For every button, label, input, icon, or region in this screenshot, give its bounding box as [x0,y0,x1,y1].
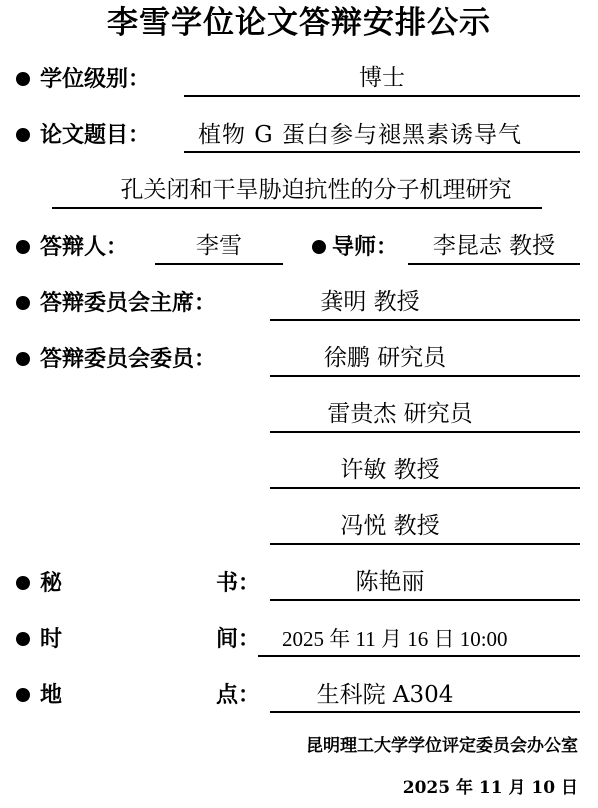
bullet-icon [16,632,30,646]
bullet-icon [16,352,30,366]
bullet-icon [16,128,30,142]
committee-underline [270,543,580,545]
chair-underline [270,319,580,321]
thesis-label: 论文题目： [40,122,151,148]
chair-value: 龚明 教授 [320,289,420,315]
secretary-underline [270,599,580,601]
bullet-icon [312,240,326,254]
chair-label: 答辩委员会主席： [40,290,217,316]
committee-member: 徐鹏 研究员 [323,345,447,371]
place-label-b: 点： [216,682,261,708]
thesis-underline-1 [184,151,580,153]
committee-underline [270,431,580,433]
committee-underline [270,375,580,377]
defender-value: 李雪 [196,233,242,259]
time-value: 2025 年 11 月 16 日 10:00 [282,627,508,651]
defender-underline [155,263,283,265]
thesis-value-line2: 孔关闭和干旱胁迫抗性的分子机理研究 [120,177,512,203]
defender-label: 答辩人： [40,234,129,260]
thesis-underline-2 [52,207,542,209]
degree-label: 学位级别： [40,66,151,92]
place-value: 生科院 A304 [316,682,454,708]
secretary-label-a: 秘 [40,570,63,596]
page-title: 李雪学位论文答辩安排公示 [107,5,491,41]
secretary-value: 陈艳丽 [355,569,425,595]
degree-value: 博士 [359,65,405,91]
place-label-a: 地 [40,682,63,708]
committee-member: 冯悦 教授 [340,513,440,539]
advisor-value: 李昆志 教授 [432,233,556,259]
issue-date: 2025 年 11 月 10 日 [402,778,578,798]
advisor-label: 导师： [332,234,399,260]
time-underline [258,655,580,657]
committee-member: 许敏 教授 [340,457,440,483]
bullet-icon [16,240,30,254]
committee-label: 答辩委员会委员： [40,346,217,372]
issuing-office: 昆明理工大学学位评定委员会办公室 [306,736,578,756]
time-label-b: 间： [216,626,261,652]
secretary-label-b: 书： [216,570,261,596]
bullet-icon [16,576,30,590]
bullet-icon [16,688,30,702]
bullet-icon [16,296,30,310]
committee-member: 雷贵杰 研究员 [327,401,473,427]
thesis-value-line1: 植物 G 蛋白参与褪黑素诱导气 [198,122,522,148]
time-label-a: 时 [40,626,63,652]
bullet-icon [16,72,30,86]
advisor-underline [408,263,580,265]
degree-underline [184,95,580,97]
place-underline [270,711,580,713]
committee-underline [270,487,580,489]
